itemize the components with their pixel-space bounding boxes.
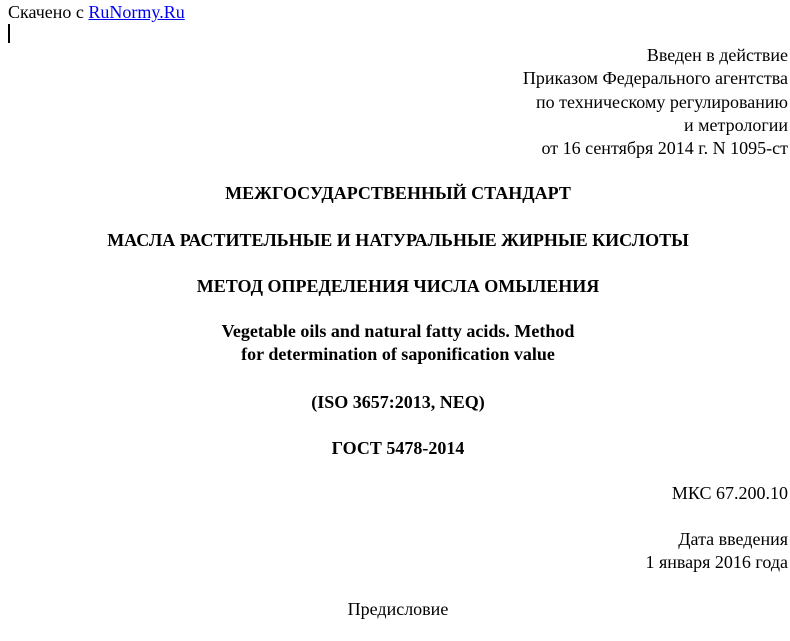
- introduced-line-2: Приказом Федерального агентства: [522, 68, 788, 89]
- introduced-line-4: и метрологии: [684, 114, 788, 135]
- introduced-by-block: [523, 44, 788, 160]
- english-title-line-1: Vegetable oils and natural fatty acids. Method: [221, 321, 575, 341]
- mks-code: МКС 67.200.10: [671, 483, 788, 503]
- gost-number: ГОСТ 5478-2014: [331, 438, 465, 458]
- subject-heading: МАСЛА РАСТИТЕЛЬНЫЕ И НАТУРАЛЬНЫЕ ЖИРНЫЕ КИСЛОТЫ: [107, 230, 689, 250]
- english-title-line-2: for determination of saponification value: [241, 344, 555, 364]
- effective-date-block: [645, 528, 788, 575]
- effective-date-value: 1 января 2016 года: [645, 552, 788, 573]
- introduced-line-5: от 16 сентября 2014 г. N 1095-ст: [541, 138, 788, 159]
- foreword-heading: Предисловие: [347, 599, 449, 619]
- runormy-link[interactable]: RuNormy.Ru: [88, 2, 185, 22]
- introduced-line-3: по техническому регулированию: [535, 91, 788, 112]
- effective-date-label: Дата введения: [678, 529, 788, 549]
- method-heading: МЕТОД ОПРЕДЕЛЕНИЯ ЧИСЛА ОМЫЛЕНИЯ: [196, 276, 600, 296]
- text-cursor: [8, 24, 10, 43]
- english-title: [0, 320, 790, 366]
- iso-reference: (ISO 3657:2013, NEQ): [311, 392, 485, 412]
- download-source-line: [8, 1, 185, 23]
- download-prefix: Скачено с: [8, 2, 84, 22]
- interstate-standard-heading: МЕЖГОСУДАРСТВЕННЫЙ СТАНДАРТ: [225, 183, 571, 203]
- introduced-line-1: Введен в действие: [646, 45, 788, 65]
